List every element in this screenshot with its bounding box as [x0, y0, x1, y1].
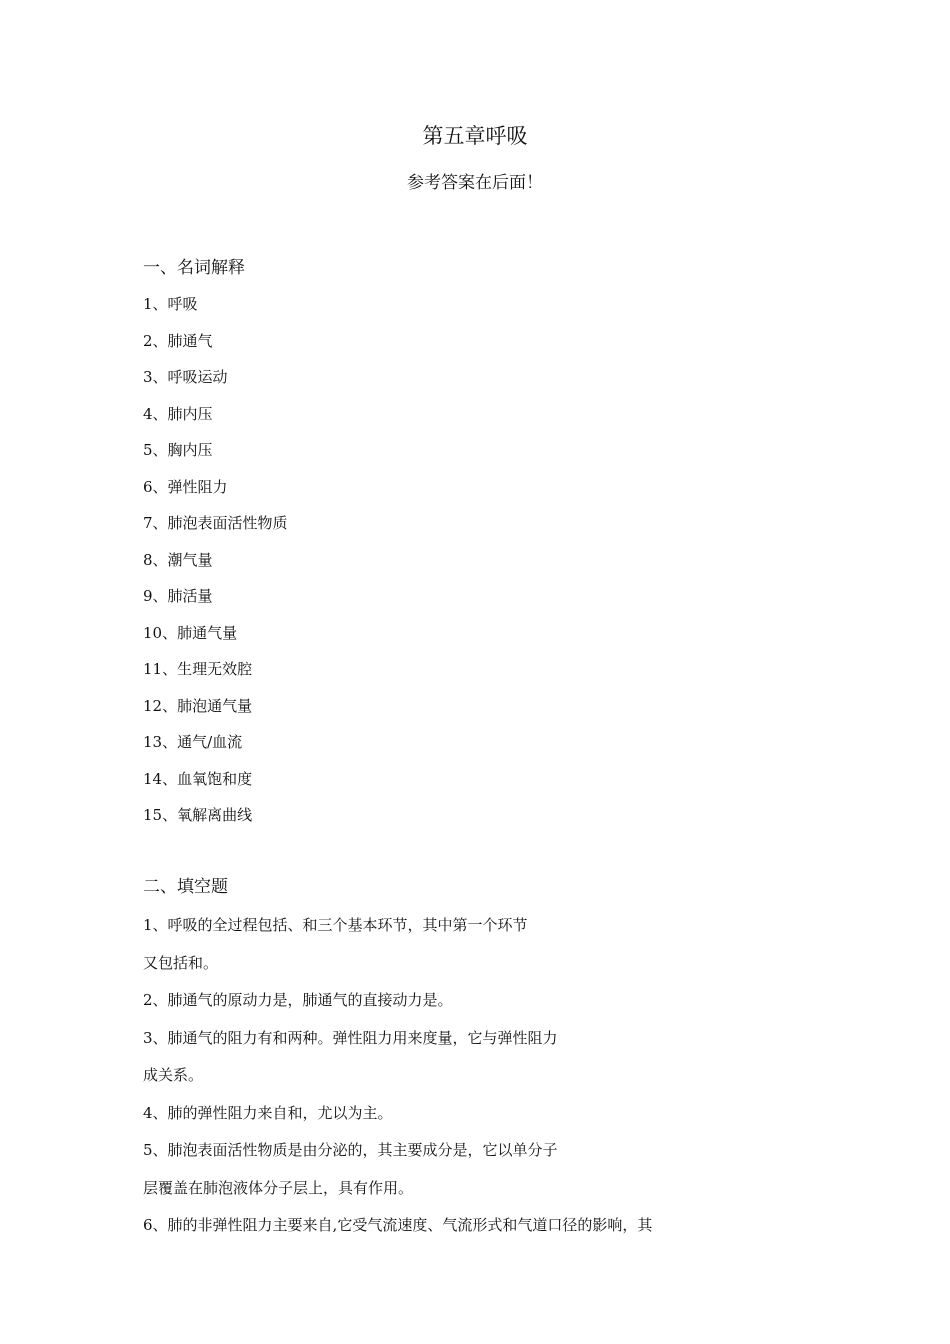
list-item: 14、血氧饱和度 — [143, 769, 253, 788]
question-line: 又包括和。 — [143, 953, 219, 972]
section-fill-in-blanks — [143, 875, 783, 1245]
definition-list — [143, 286, 783, 834]
list-item: 5、胸内压 — [143, 441, 213, 459]
question-line: 1、呼吸的全过程包括、和三个基本环节，其中第一个环节 — [143, 916, 528, 934]
question-line: 3、肺通气的阻力有和两种。弹性阻力用来度量，它与弹性阻力 — [143, 1028, 558, 1047]
question-item — [143, 1207, 783, 1245]
question-item — [143, 1020, 783, 1095]
section-heading-definitions: 一、名词解释 — [143, 258, 245, 278]
question-line: 4、肺的弹性阻力来自和，尤以为主。 — [143, 1103, 393, 1122]
list-item: 12、肺泡通气量 — [143, 696, 253, 715]
page-title: 第五章呼吸 — [422, 124, 528, 148]
list-item: 7、肺泡表面活性物质 — [143, 514, 288, 532]
question-line: 层覆盖在肺泡液体分子层上，具有作用。 — [143, 1178, 414, 1197]
question-item — [143, 1095, 783, 1133]
question-line: 2、肺通气的原动力是，肺通气的直接动力是。 — [143, 991, 453, 1009]
list-item: 1、呼吸 — [143, 295, 198, 313]
page-subtitle: 参考答案在后面！ — [407, 173, 543, 193]
list-item: 9、肺活量 — [143, 587, 213, 605]
section-heading-fill-in-blanks: 二、填空题 — [143, 877, 228, 897]
list-item: 8、潮气量 — [143, 550, 213, 569]
question-item — [143, 1132, 783, 1207]
question-line: 6、肺的非弹性阻力主要来自,它受气流速度、气流形式和气道口径的影响，其 — [143, 1216, 653, 1234]
list-item: 15、氧解离曲线 — [143, 806, 253, 824]
question-line: 成关系。 — [143, 1066, 204, 1084]
question-item — [143, 907, 783, 982]
question-list — [143, 907, 783, 1245]
question-item — [143, 982, 783, 1020]
list-item: 11、生理无效腔 — [143, 660, 253, 678]
list-item: 6、弹性阻力 — [143, 477, 228, 496]
list-item: 2、肺通气 — [143, 331, 213, 350]
list-item: 13、通气/血流 — [143, 733, 243, 751]
question-line: 5、肺泡表面活性物质是由分泌的，其主要成分是，它以单分子 — [143, 1141, 558, 1159]
section-definitions — [143, 256, 783, 834]
list-item: 3、呼吸运动 — [143, 368, 228, 386]
list-item: 4、肺内压 — [143, 404, 213, 423]
list-item: 10、肺通气量 — [143, 623, 238, 642]
